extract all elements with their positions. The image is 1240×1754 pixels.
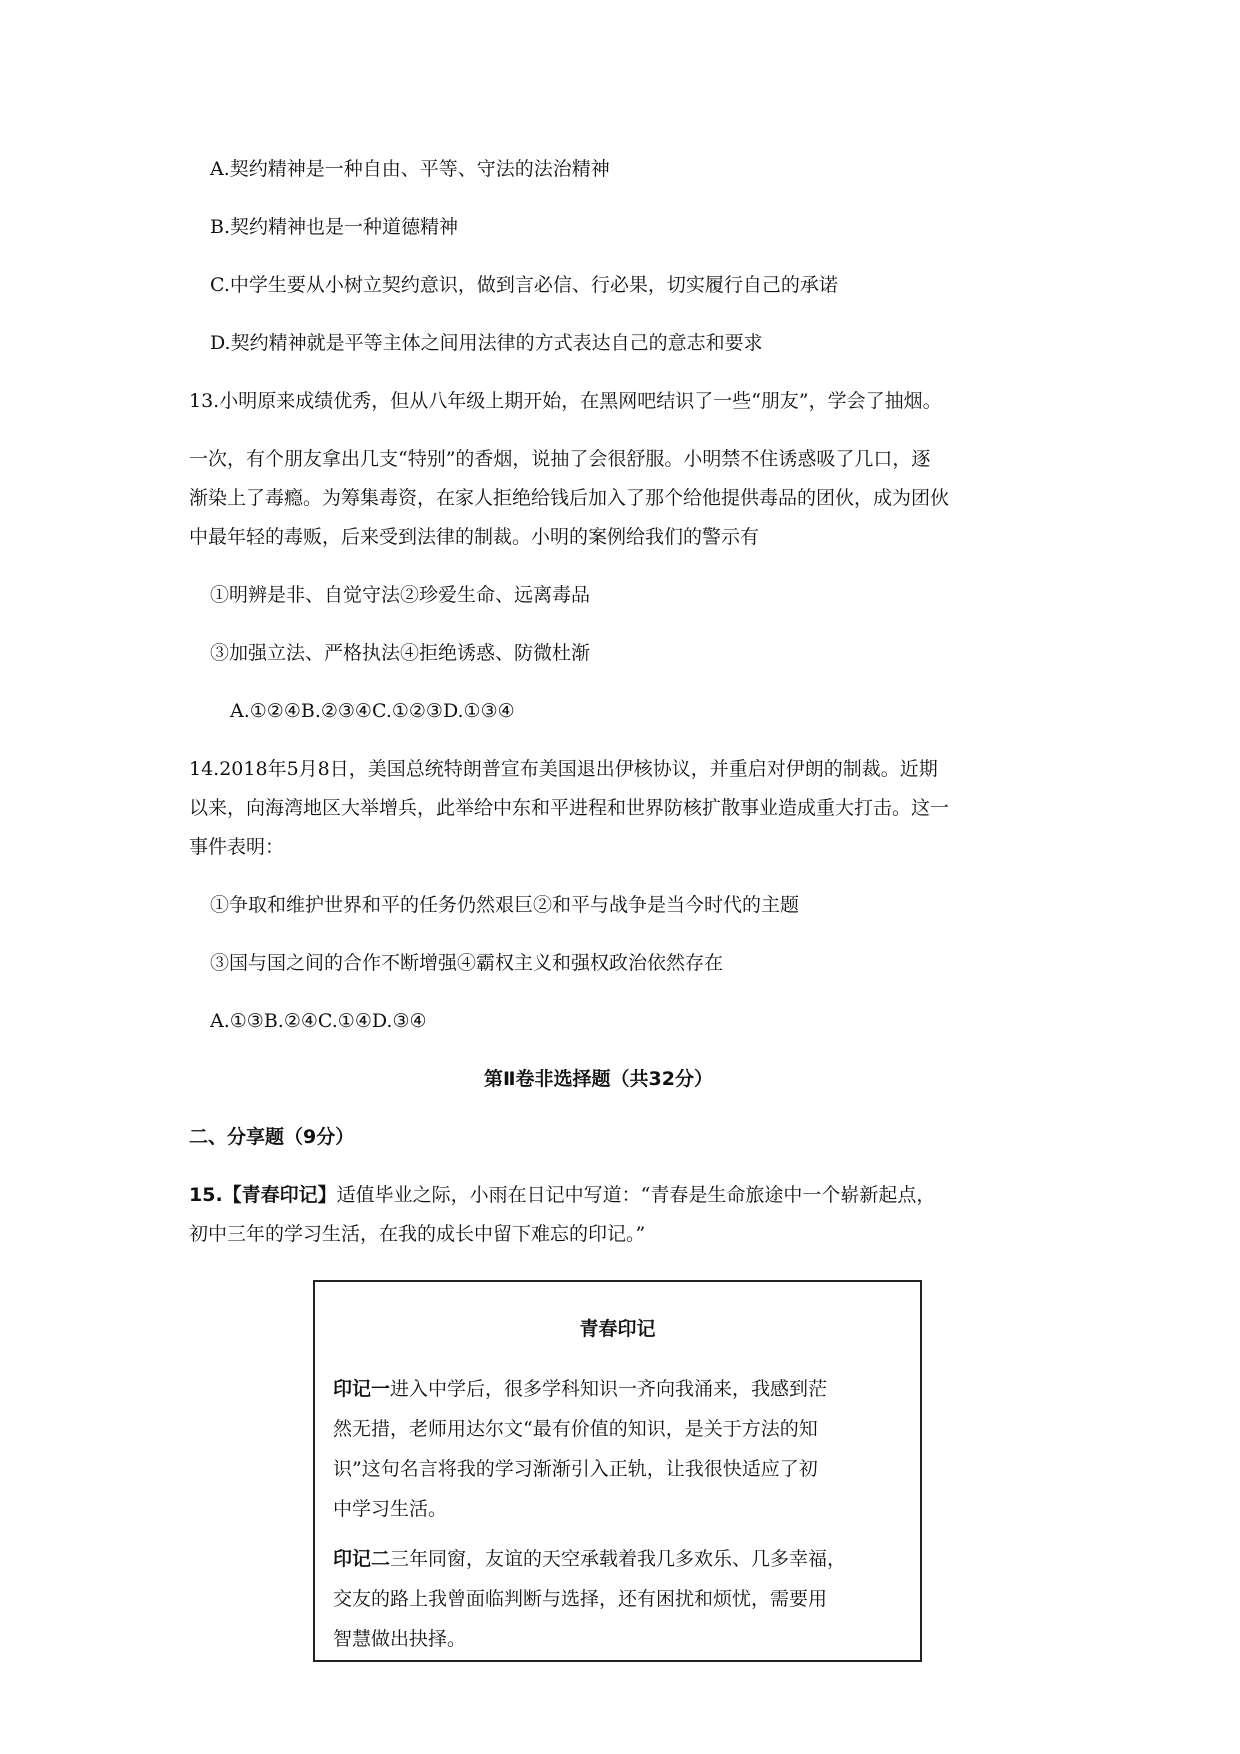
mark-one-line-3: 识”这句名言将我的学习渐渐引入正轨，让我很快适应了初 xyxy=(333,1458,818,1480)
q13-stem-line-1: 13.小明原来成绩优秀，但从八年级上期开始，在黑网吧结识了一些“朋友”，学会了抽烟。 xyxy=(189,390,942,412)
q13-stem-line-4: 中最年轻的毒贩，后来受到法律的制裁。小明的案例给我们的警示有 xyxy=(189,526,760,548)
q14-choices: A.①③B.②④C.①④D.③④ xyxy=(210,1010,427,1032)
q15-stem-text: 适值毕业之际，小雨在日记中写道：“青春是生命旅途中一个崭新起点， xyxy=(336,1184,936,1206)
q13-item-1: ①明辨是非、自觉守法②珍爱生命、远离毒品 xyxy=(210,584,591,606)
mark-one-lead: 印记一 xyxy=(333,1378,391,1400)
q15-stem-line-1 xyxy=(189,1186,935,1205)
q14-stem-line-3: 事件表明： xyxy=(189,836,285,858)
q15-stem-line-2: 初中三年的学习生活，在我的成长中留下难忘的印记。” xyxy=(189,1223,646,1245)
section-title: 第Ⅱ卷非选择题（共32分） xyxy=(484,1068,713,1090)
mark-two-line-3: 智慧做出抉择。 xyxy=(333,1628,467,1650)
q13-choices: A.①②④B.②③④C.①②③D.①③④ xyxy=(230,700,515,722)
q12-option-c: C.中学生要从小树立契约意识，做到言必信、行必果，切实履行自己的承诺 xyxy=(210,274,838,296)
mark-one-line-4: 中学习生活。 xyxy=(333,1498,448,1520)
mark-one-line-1: 印记一进入中学后，很多学科知识一齐向我涌来，我感到茫 xyxy=(333,1378,828,1400)
q14-stem-line-2: 以来，向海湾地区大举增兵，此举给中东和平进程和世界防核扩散事业造成重大打击。这一 xyxy=(189,797,950,819)
q15-topic-label: 15.【青春印记】 xyxy=(189,1184,337,1206)
q12-option-a: A.契约精神是一种自由、平等、守法的法治精神 xyxy=(210,158,610,180)
q14-item-2: ③国与国之间的合作不断增强④霸权主义和强权政治依然存在 xyxy=(210,952,724,974)
part-title: 二、分享题（9分） xyxy=(189,1126,355,1148)
q13-item-2: ③加强立法、严格执法④拒绝诱惑、防微杜渐 xyxy=(210,642,591,664)
q12-option-d: D.契约精神就是平等主体之间用法律的方式表达自己的意志和要求 xyxy=(210,332,763,354)
mark-two-line-2: 交友的路上我曾面临判断与选择，还有困扰和烦忧，需要用 xyxy=(333,1588,828,1610)
mark-two-lead: 印记二 xyxy=(333,1548,391,1570)
mark-one-line-2: 然无措，老师用达尔文“最有价值的知识，是关于方法的知 xyxy=(333,1418,818,1440)
material-box-title: 青春印记 xyxy=(579,1318,656,1340)
q13-stem-line-2: 一次，有个朋友拿出几支“特别”的香烟，说抽了会很舒服。小明禁不住诱惑吸了几口，逐 xyxy=(189,448,931,470)
material-box xyxy=(313,1280,922,1662)
q13-stem-line-3: 渐染上了毒瘾。为筹集毒资，在家人拒绝给钱后加入了那个给他提供毒品的团伙，成为团伙 xyxy=(189,487,950,509)
q14-stem-line-1: 14.2018年5月8日，美国总统特朗普宣布美国退出伊核协议，并重启对伊朗的制裁。近期 xyxy=(189,758,938,780)
q14-item-1: ①争取和维护世界和平的任务仍然艰巨②和平与战争是当今时代的主题 xyxy=(210,894,800,916)
q12-option-b: B.契约精神也是一种道德精神 xyxy=(210,216,459,238)
mark-two-line-1: 印记二三年同窗，友谊的天空承载着我几多欢乐、几多幸福， xyxy=(333,1548,847,1570)
